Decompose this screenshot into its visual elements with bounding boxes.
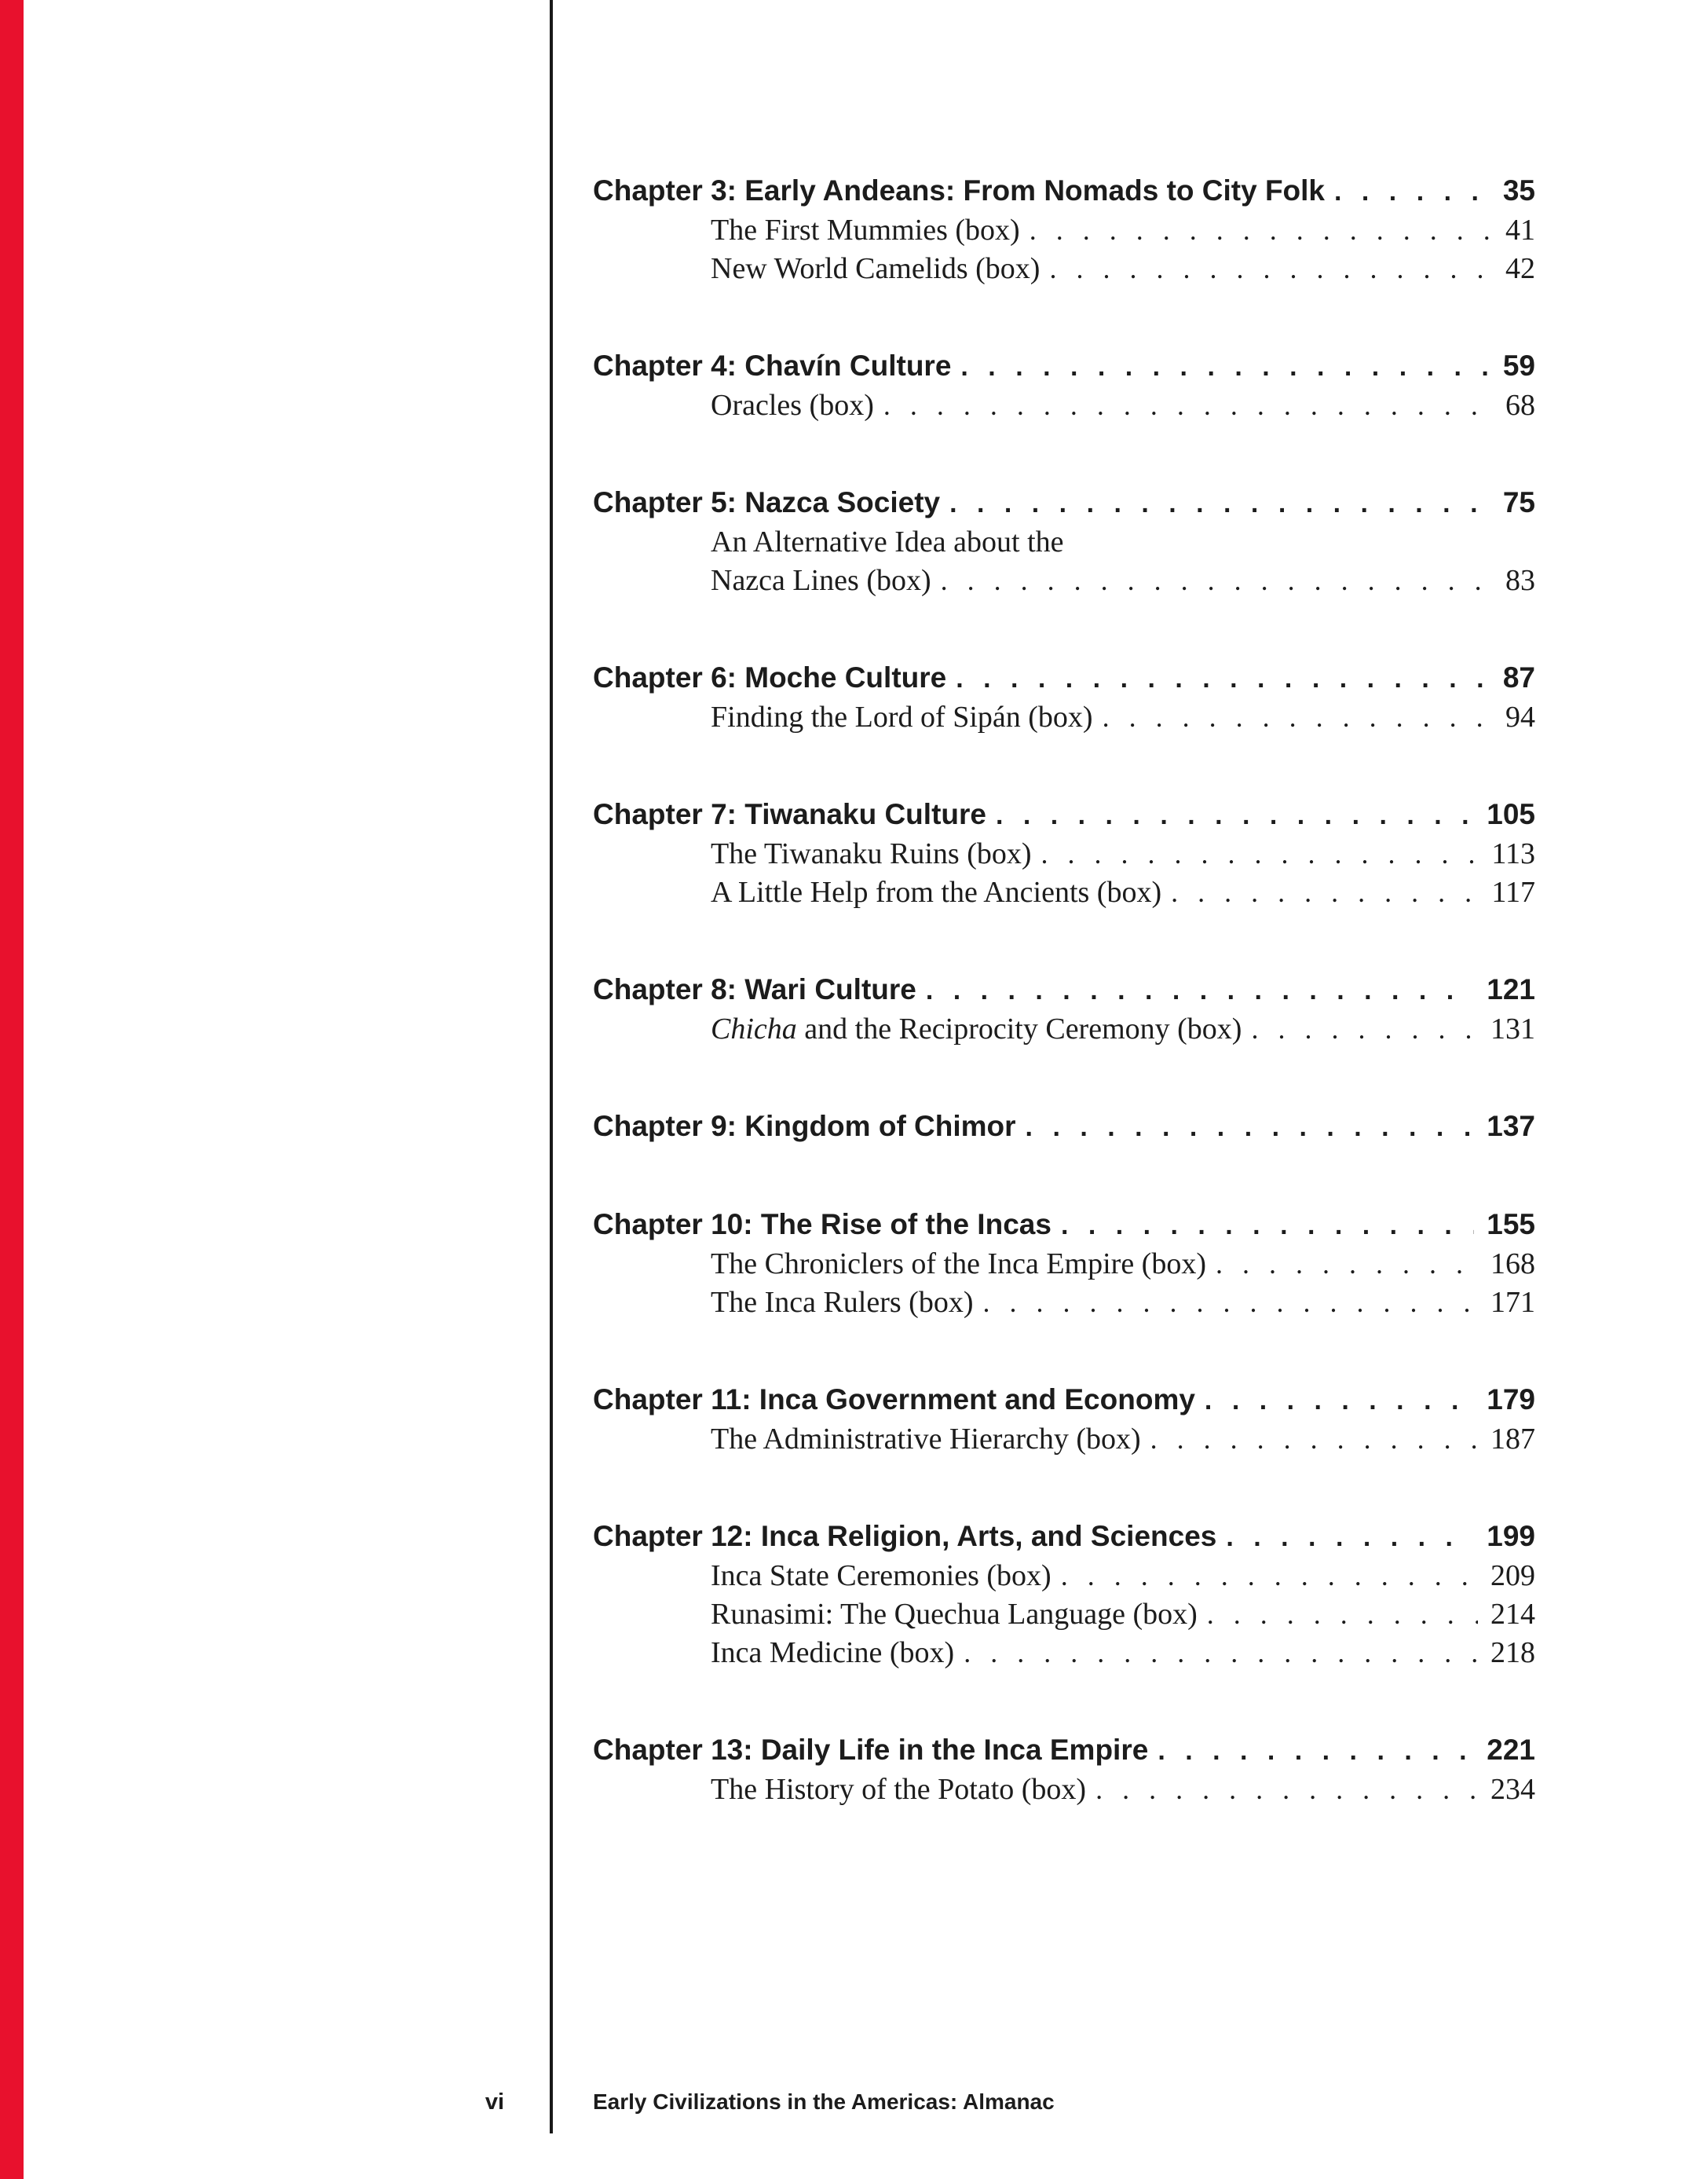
chapter-title: Chapter 12: Inca Religion, Arts, and Sciences: [593, 1520, 1217, 1552]
sub-title: Nazca Lines (box): [711, 564, 931, 597]
chapter-title: Chapter 9: Kingdom of Chimor: [593, 1110, 1016, 1142]
dot-leader: [956, 660, 1490, 698]
chapter-title: Chapter 5: Nazca Society: [593, 486, 941, 518]
toc-sub-row: [593, 1284, 1535, 1322]
sub-page-number: 214: [1490, 1598, 1535, 1631]
dot-leader: [1103, 698, 1493, 737]
toc-sub-row: [593, 1634, 1535, 1672]
toc-chapter-row: [593, 171, 1535, 211]
sub-title: The Administrative Hierarchy (box): [711, 1423, 1141, 1456]
toc-chapter-group: [593, 795, 1535, 912]
chapter-page-number: 59: [1502, 350, 1535, 382]
sub-page-number: 218: [1490, 1636, 1535, 1669]
chapter-title: Chapter 8: Wari Culture: [593, 973, 916, 1005]
toc-sub-row: [593, 386, 1535, 425]
sub-title: The Inca Rulers (box): [711, 1286, 974, 1319]
toc-sub-row: [593, 211, 1535, 250]
chapter-title: Chapter 11: Inca Government and Economy: [593, 1383, 1195, 1415]
toc-sub-row: [593, 523, 1535, 562]
toc-chapter-group: [593, 346, 1535, 425]
toc-sub-row: [593, 562, 1535, 600]
chapter-page-number: 35: [1502, 174, 1535, 207]
toc-chapter-row: [593, 483, 1535, 523]
sub-page-number: 68: [1505, 389, 1535, 422]
toc-sub-row: [593, 1010, 1535, 1049]
sub-title: A Little Help from the Ancients (box): [711, 876, 1162, 909]
sub-page-number: 42: [1505, 252, 1535, 285]
chapter-page-number: 121: [1487, 973, 1535, 1005]
toc-chapter-row: [593, 346, 1535, 386]
toc-sub-row: [593, 1557, 1535, 1595]
sub-page-number: 113: [1491, 837, 1535, 870]
chapter-page-number: 155: [1487, 1208, 1535, 1240]
sub-page-number: 117: [1491, 876, 1535, 909]
sub-page-number: 94: [1505, 701, 1535, 734]
toc-chapter-group: [593, 1205, 1535, 1322]
toc-sub-row: [593, 1595, 1535, 1634]
dot-leader: [1041, 835, 1479, 873]
toc-chapter-row: [593, 970, 1535, 1010]
chapter-title: Chapter 4: Chavín Culture: [593, 350, 952, 382]
sub-title: [711, 1010, 1242, 1049]
toc-chapter-group: [593, 1730, 1535, 1809]
toc-chapter-row: [593, 795, 1535, 835]
toc-sub-row: [593, 250, 1535, 288]
dot-leader: [1207, 1595, 1478, 1634]
dot-leader: [960, 348, 1490, 386]
dot-leader: [1150, 1420, 1478, 1459]
dot-leader: [1171, 873, 1479, 912]
dot-leader: [996, 797, 1474, 835]
dot-leader: [1049, 250, 1493, 288]
dot-leader: [1334, 173, 1490, 211]
chapter-page-number: 87: [1502, 661, 1535, 694]
dot-leader: [1026, 1108, 1475, 1147]
toc-chapter-group: [593, 658, 1535, 737]
sub-title: Inca State Ceremonies (box): [711, 1559, 1051, 1592]
sub-page-number: 168: [1490, 1247, 1535, 1280]
dot-leader: [1158, 1732, 1474, 1771]
dot-leader: [1061, 1557, 1478, 1595]
toc-sub-row: [593, 1245, 1535, 1284]
sub-title: Finding the Lord of Sipán (box): [711, 701, 1093, 734]
sub-title: The First Mummies (box): [711, 214, 1020, 247]
dot-leader: [983, 1284, 1479, 1322]
sub-page-number: 171: [1490, 1286, 1535, 1319]
chapter-page-number: 179: [1487, 1383, 1535, 1415]
toc-chapter-row: [593, 1380, 1535, 1420]
toc-chapter-group: [593, 1380, 1535, 1459]
toc-sub-row: [593, 873, 1535, 912]
sub-title-rest: and the Reciprocity Ceremony (box): [796, 1013, 1242, 1046]
chapter-title: Chapter 6: Moche Culture: [593, 661, 947, 694]
chapter-page-number: 105: [1487, 798, 1535, 830]
toc-chapter-group: [593, 483, 1535, 600]
dot-leader: [1061, 1207, 1474, 1245]
red-accent-bar: [0, 0, 24, 2179]
toc-chapter-row: [593, 1205, 1535, 1245]
folio-page-number: vi: [485, 2089, 504, 2115]
sub-page-number: 41: [1505, 214, 1535, 247]
toc-chapter-row: [593, 1107, 1535, 1147]
chapter-title: Chapter 3: Early Andeans: From Nomads to City Folk: [593, 174, 1326, 207]
sub-title-italic-part: Chicha: [711, 1013, 797, 1046]
dot-leader: [949, 485, 1490, 523]
sub-title: Inca Medicine (box): [711, 1636, 955, 1669]
vertical-rule: [550, 0, 553, 2133]
sub-title: Oracles (box): [711, 389, 874, 422]
toc-chapter-group: [593, 1107, 1535, 1147]
dot-leader: [883, 386, 1493, 425]
dot-leader: [1216, 1245, 1478, 1284]
chapter-page-number: 199: [1487, 1520, 1535, 1552]
chapter-page-number: 75: [1502, 486, 1535, 518]
dot-leader: [1251, 1010, 1478, 1049]
sub-title: The History of the Potato (box): [711, 1773, 1087, 1806]
dot-leader: [1030, 211, 1493, 250]
sub-page-number: 187: [1490, 1423, 1535, 1456]
sub-title: New World Camelids (box): [711, 252, 1041, 285]
toc-chapter-row: [593, 1517, 1535, 1557]
toc-chapter-group: [593, 171, 1535, 288]
toc-sub-row: [593, 1771, 1535, 1809]
chapter-page-number: 221: [1487, 1734, 1535, 1766]
dot-leader: [964, 1634, 1478, 1672]
sub-title: Runasimi: The Quechua Language (box): [711, 1598, 1198, 1631]
sub-page-number: 131: [1490, 1013, 1535, 1046]
dot-leader: [926, 972, 1474, 1010]
sub-title: An Alternative Idea about the: [711, 526, 1064, 558]
dot-leader: [1205, 1382, 1474, 1420]
toc-sub-row: [593, 698, 1535, 737]
sub-title: The Chroniclers of the Inca Empire (box): [711, 1247, 1206, 1280]
chapter-page-number: 137: [1487, 1110, 1535, 1142]
sub-page-number: 83: [1505, 564, 1535, 597]
dot-leader: [1226, 1518, 1474, 1557]
toc-chapter-group: [593, 970, 1535, 1049]
toc-chapter-row: [593, 658, 1535, 698]
sub-page-number: 234: [1490, 1773, 1535, 1806]
sub-page-number: 209: [1490, 1559, 1535, 1592]
chapter-title: Chapter 7: Tiwanaku Culture: [593, 798, 986, 830]
sub-title: The Tiwanaku Ruins (box): [711, 837, 1032, 870]
dot-leader: [1095, 1771, 1478, 1809]
dot-leader: [941, 562, 1493, 600]
chapter-title: Chapter 10: The Rise of the Incas: [593, 1208, 1051, 1240]
running-footer-title: Early Civilizations in the Americas: Almanac: [593, 2089, 1055, 2114]
toc-sub-row: [593, 835, 1535, 873]
chapter-title: Chapter 13: Daily Life in the Inca Empire: [593, 1734, 1149, 1766]
table-of-contents: [593, 171, 1535, 1867]
toc-sub-row: [593, 1420, 1535, 1459]
toc-chapter-group: [593, 1517, 1535, 1672]
toc-chapter-row: [593, 1730, 1535, 1771]
